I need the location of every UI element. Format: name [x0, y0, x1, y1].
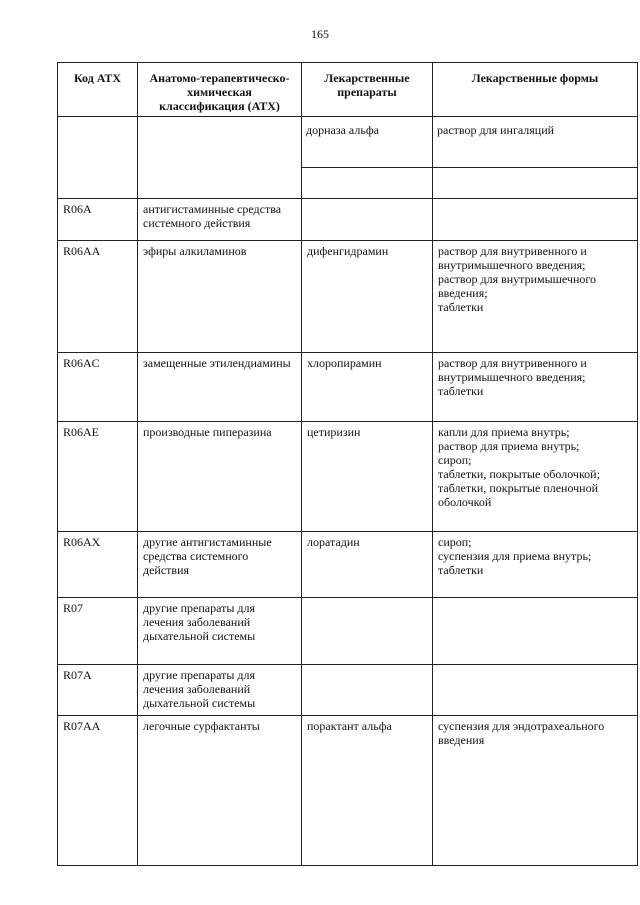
cell-classification: замещенные этилендиамины: [138, 353, 302, 422]
cell-classification: другие препараты для лечения заболеваний дыхательной системы: [138, 598, 302, 665]
cell-code: [58, 117, 138, 199]
cell-code: R06AA: [58, 241, 138, 353]
continuation-drug: дорназа альфа: [302, 117, 432, 168]
cell-classification: эфиры алкиламинов: [138, 241, 302, 353]
form-item: раствор для внутримышечного введения;: [438, 272, 596, 300]
cell-forms: [433, 716, 638, 866]
form-item: таблетки: [438, 563, 484, 577]
cell-forms: [433, 422, 638, 532]
form-item: суспензия для эндотрахеального введения: [438, 719, 605, 747]
page-number: 165: [311, 27, 329, 41]
cell-drug: дифенгидрамин: [302, 241, 433, 353]
table-row: [58, 598, 638, 665]
form-item: капли для приема внутрь;: [438, 425, 570, 439]
continuation-row: [58, 117, 638, 199]
cell-drug: цетиризин: [302, 422, 433, 532]
cell-classification: другие антигистаминные средства системного действия: [138, 532, 302, 598]
atx-table: [57, 62, 638, 866]
form-item: раствор для внутривенного и внутримышечного введения;: [438, 356, 587, 384]
cell-code: R06AE: [58, 422, 138, 532]
table-row: [58, 199, 638, 241]
form-item: таблетки: [438, 384, 484, 398]
cell-code: R07AA: [58, 716, 138, 866]
table-row: [58, 665, 638, 716]
header-row: [58, 63, 638, 117]
table-row: [58, 353, 638, 422]
cell-forms: [433, 241, 638, 353]
cell-code: R07: [58, 598, 138, 665]
form-item: раствор для внутривенного и внутримышечного введения;: [438, 244, 587, 272]
form-item: сироп;: [438, 535, 472, 549]
table-row: [58, 422, 638, 532]
cell-drug: [302, 199, 433, 241]
header-forms: Лекарственные формы: [433, 63, 638, 117]
cell-code: R07A: [58, 665, 138, 716]
header-drugs: Лекарственные препараты: [302, 63, 433, 117]
cell-classification: легочные сурфактанты: [138, 716, 302, 866]
header-classification: Анатомо-терапевтическо-химическая классификация (АТХ): [138, 63, 302, 117]
table-row: [58, 241, 638, 353]
cell-classification: производные пиперазина: [138, 422, 302, 532]
cell-code: R06A: [58, 199, 138, 241]
form-item: таблетки, покрытые пленочной оболочкой: [438, 481, 599, 509]
form-item: суспензия для приема внутрь;: [438, 549, 592, 563]
cell-forms: [433, 117, 638, 199]
form-item: сироп;: [438, 453, 472, 467]
cell-code: R06AX: [58, 532, 138, 598]
cell-drug: [302, 598, 433, 665]
cell-forms: [433, 199, 638, 241]
cell-forms: [433, 532, 638, 598]
cell-forms: [433, 665, 638, 716]
form-item: раствор для приема внутрь;: [438, 439, 580, 453]
cell-classification: другие препараты для лечения заболеваний дыхательной системы: [138, 665, 302, 716]
cell-classification: [138, 117, 302, 199]
form-item: таблетки: [438, 300, 484, 314]
table-row: [58, 532, 638, 598]
cell-drug: хлоропирамин: [302, 353, 433, 422]
continuation-form: раствор для ингаляций: [433, 117, 637, 168]
cell-forms: [433, 353, 638, 422]
cell-forms: [433, 598, 638, 665]
cell-drug: [302, 665, 433, 716]
header-code: Код АТХ: [58, 63, 138, 117]
cell-drug: порактант альфа: [302, 716, 433, 866]
cell-drug: [302, 117, 433, 199]
cell-drug: лоратадин: [302, 532, 433, 598]
table-row: [58, 716, 638, 866]
cell-classification: антигистаминные средства системного действия: [138, 199, 302, 241]
form-item: таблетки, покрытые оболочкой;: [438, 467, 600, 481]
cell-code: R06AC: [58, 353, 138, 422]
